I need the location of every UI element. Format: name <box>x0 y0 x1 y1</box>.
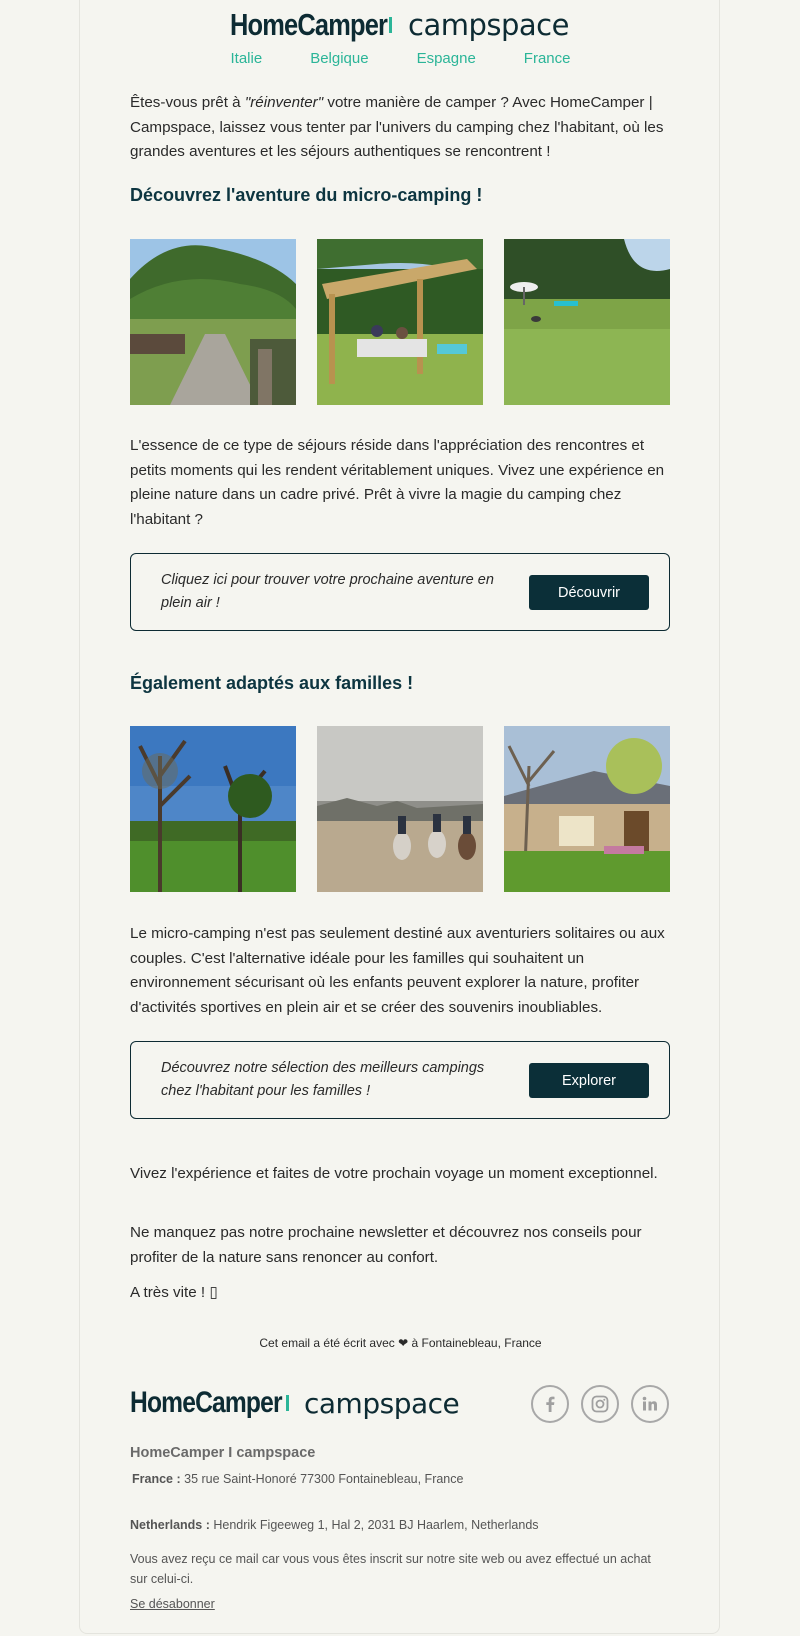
section2-title: Également adaptés aux familles ! <box>130 673 414 693</box>
footer-france-label: France : <box>132 1472 181 1486</box>
nav-belgique[interactable]: Belgique <box>310 50 369 67</box>
unsubscribe-link[interactable]: Se désabonner <box>130 1597 215 1611</box>
closing-paragraph-2: Ne manquez pas notre prochaine newsletter et découvrez nos conseils pour profiter de la nature sans renoncer au confort. <box>130 1224 642 1266</box>
intro-emphasis: "réinventer" <box>244 94 324 111</box>
section1-cta-box <box>130 553 670 631</box>
logo-separator <box>389 17 392 33</box>
footer-nl-label: Netherlands : <box>130 1518 210 1532</box>
country-nav <box>80 50 721 67</box>
nav-france[interactable]: France <box>523 50 571 67</box>
footer-company: HomeCamper I campspace <box>130 1445 316 1461</box>
section2-paragraph: Le micro-camping n'est pas seulement destiné aux aventuriers solitaires ou aux couples. C'est l'alternative idéale pour les familles qui souhaitent un environnement sécurisant où les enfants peuvent explorer la nature, profiter d'activités sportives en plein air et se créer des souvenirs inoubliables. <box>130 925 665 1017</box>
footer-logo-separator <box>286 1395 289 1411</box>
footer-france-address <box>132 1472 463 1486</box>
facebook-icon[interactable] <box>531 1385 569 1423</box>
footer-logo[interactable] <box>130 1386 459 1420</box>
photo-horses-beach <box>317 726 483 892</box>
nav-espagne[interactable]: Espagne <box>416 50 476 67</box>
intro-text-start: Êtes-vous prêt à <box>130 94 245 111</box>
intro-text-end: votre manière de camper ? Avec HomeCamper | Campspace, laissez vous tenter par l'univers du camping chez l'habitant, où les grandes aventures et les séjours authentiques se rencontrent ! <box>130 94 664 161</box>
photo-camping-field <box>504 239 670 405</box>
nav-italie[interactable]: Italie <box>230 50 263 67</box>
email-card <box>79 0 720 1634</box>
instagram-icon[interactable] <box>581 1385 619 1423</box>
photo-country-road <box>130 239 296 405</box>
section1-cta-text: Cliquez ici pour trouver votre prochaine aventure en plein air ! <box>161 572 494 611</box>
footer-logo-homecamper: HomeCamper <box>130 1386 282 1419</box>
section2-cta-box <box>130 1041 670 1119</box>
photo-pergola-dining <box>317 239 483 405</box>
explorer-button[interactable]: Explorer <box>529 1063 649 1098</box>
written-with-love: Cet email a été écrit avec ❤ à Fontainebleau, France <box>259 1336 542 1350</box>
footer-france-address-text: 35 rue Saint-Honoré 77300 Fontainebleau, France <box>180 1472 464 1486</box>
section1-paragraph: L'essence de ce type de séjours réside dans l'appréciation des rencontres et petits moments qui les rendent véritablement uniques. Vivez une expérience en pleine nature dans un cadre privé. Prêt à vivre la magie du camping chez l'habitant ? <box>130 437 665 529</box>
section2-cta-text: Découvrez notre sélection des meilleurs campings chez l'habitant pour les familles ! <box>161 1060 485 1099</box>
header-logo[interactable] <box>230 8 569 42</box>
logo-campspace: campspace <box>408 8 569 42</box>
photo-trees-meadow <box>130 726 296 892</box>
footer-nl-address-text: Hendrik Figeeweg 1, Hal 2, 2031 BJ Haarlem, Netherlands <box>209 1518 539 1532</box>
logo-homecamper: HomeCamper <box>230 7 388 42</box>
linkedin-icon[interactable] <box>631 1385 669 1423</box>
photo-farmhouse <box>504 726 670 892</box>
closing-paragraph-3: A très vite ! ▯ <box>130 1284 218 1301</box>
footer-logo-campspace: campspace <box>304 1386 460 1420</box>
closing-paragraph-1: Vivez l'expérience et faites de votre prochain voyage un moment exceptionnel. <box>130 1165 658 1182</box>
decouvrir-button[interactable]: Découvrir <box>529 575 649 610</box>
footer-nl-address <box>130 1518 539 1532</box>
footer-notice: Vous avez reçu ce mail car vous vous êtes inscrit sur notre site web ou avez effectué un achat sur celui-ci. <box>130 1552 651 1586</box>
section1-title: Découvrez l'aventure du micro-camping ! <box>130 185 483 205</box>
intro-paragraph <box>130 91 675 165</box>
